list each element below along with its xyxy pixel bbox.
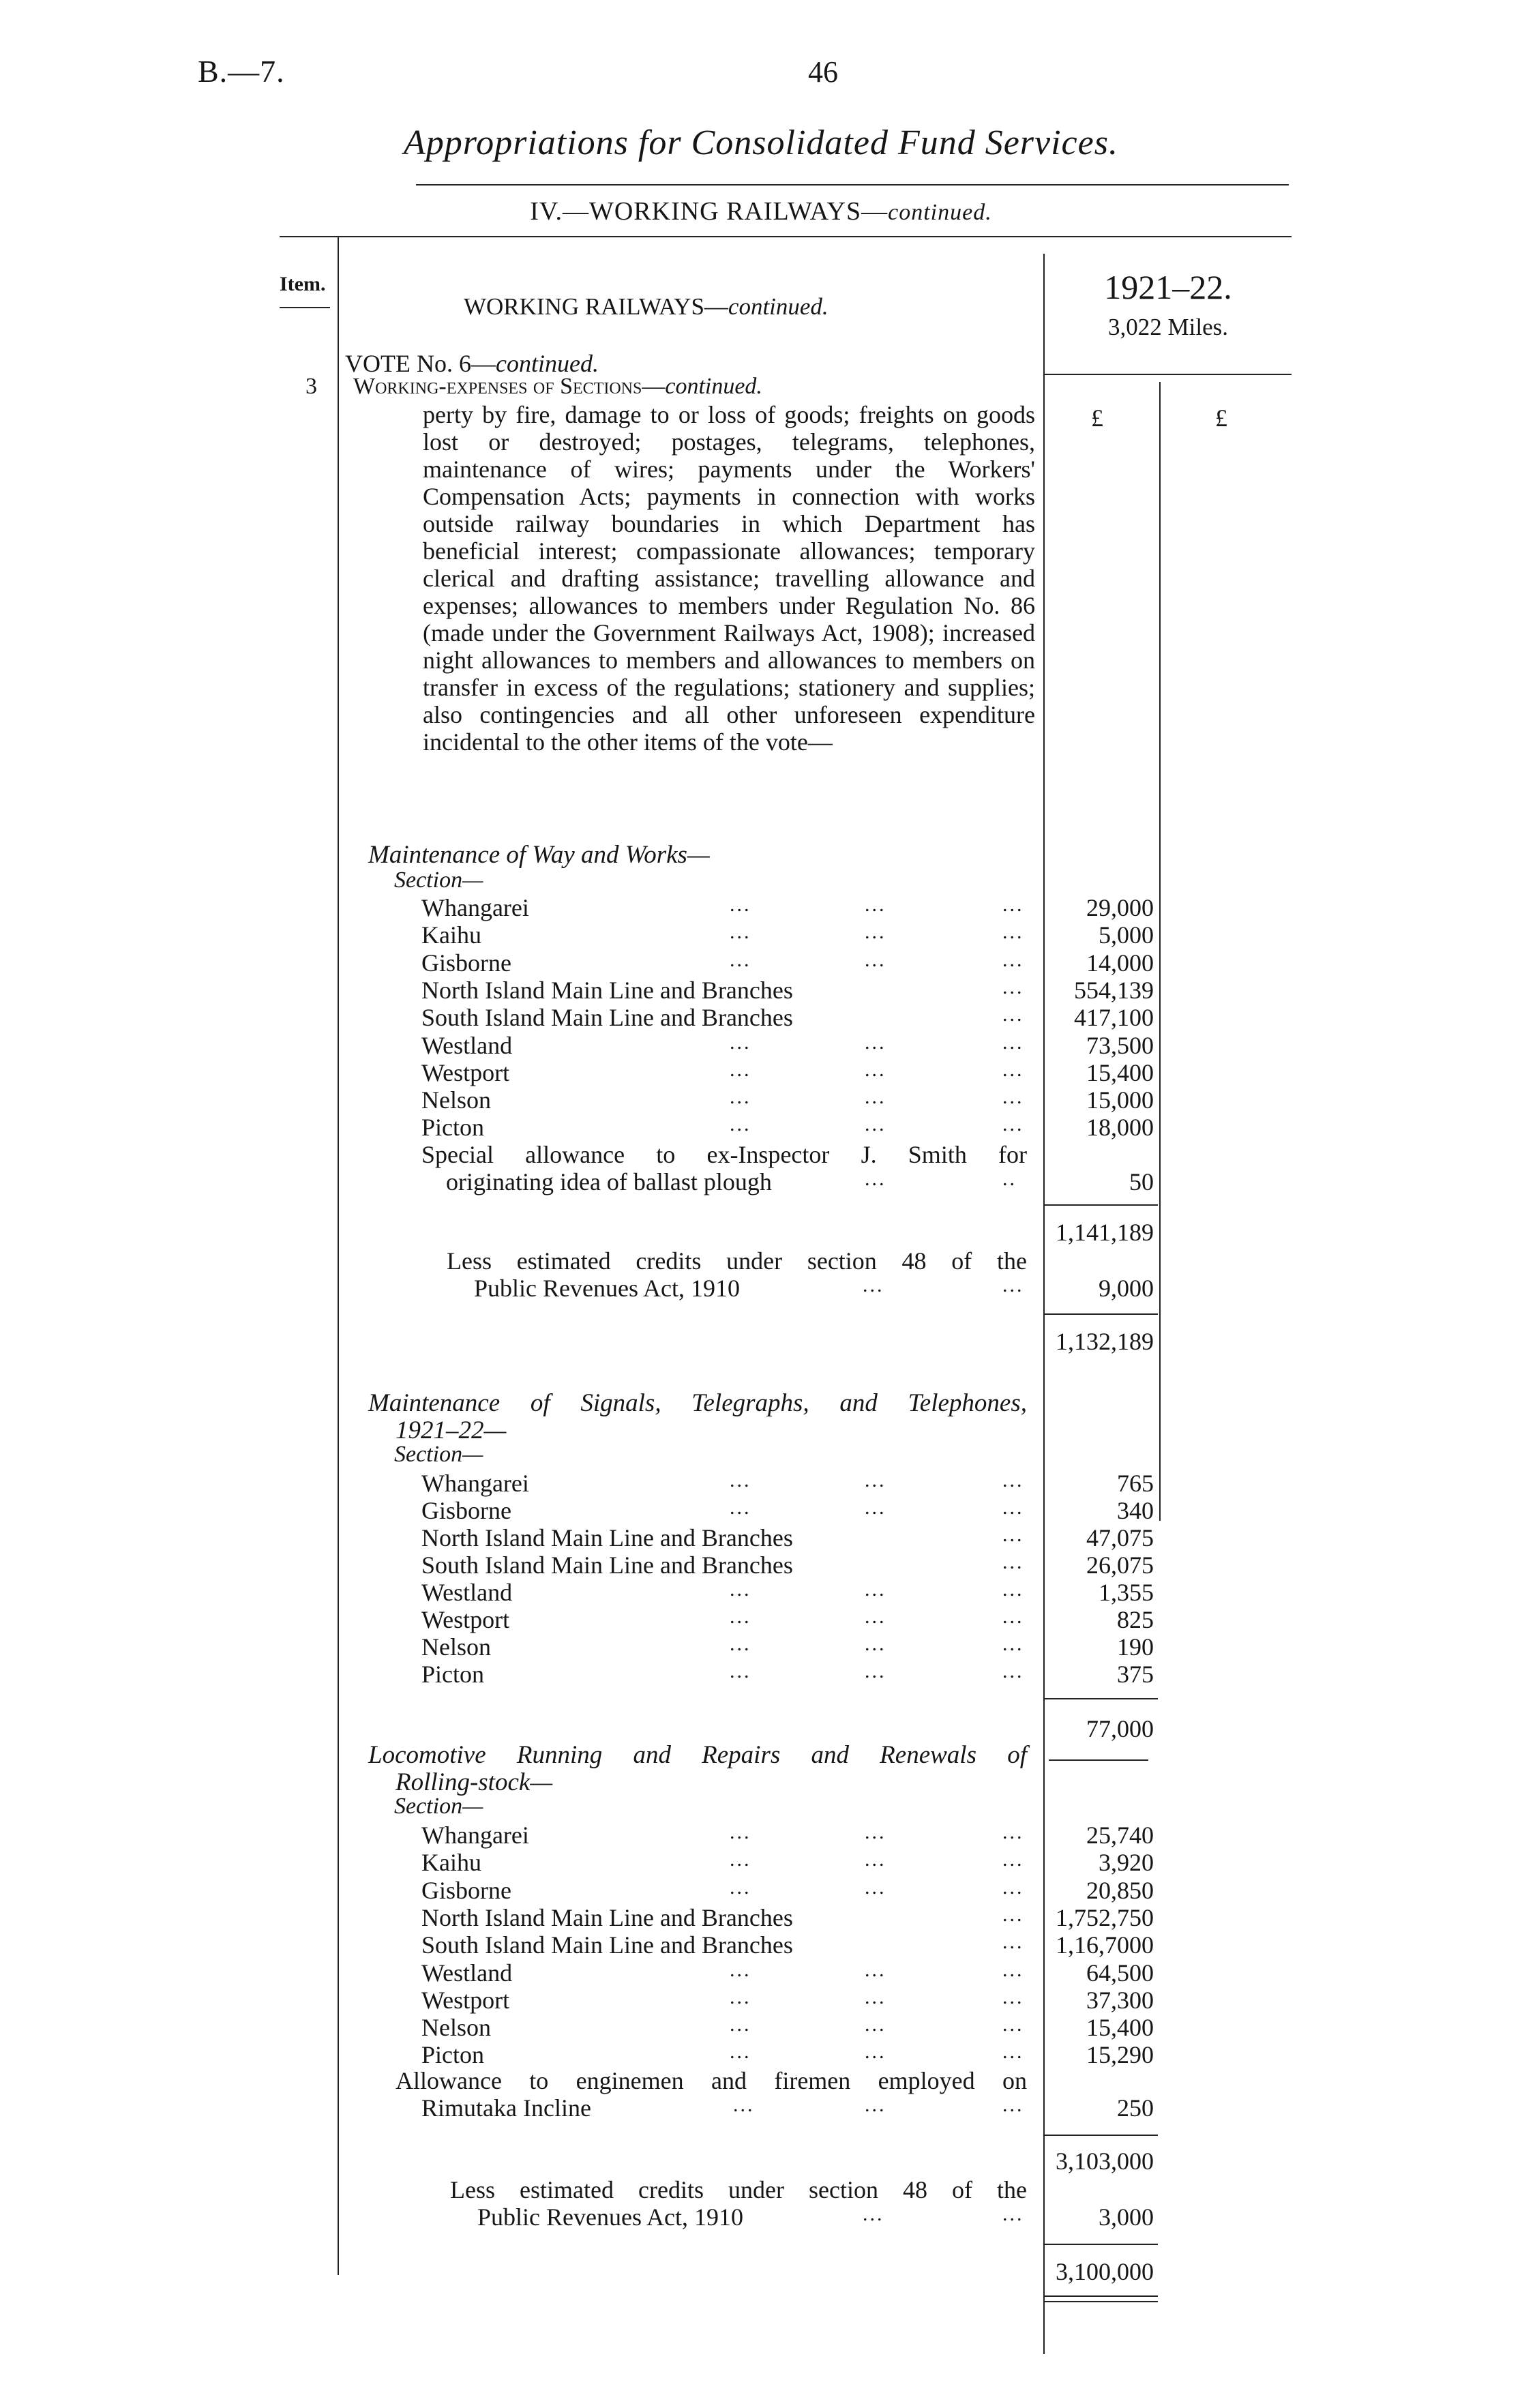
leader-dots: ... [730, 2040, 751, 2064]
section-row-name: North Island Main Line and Branches [421, 1524, 793, 1551]
leader-dots: ... [1002, 2013, 1024, 2036]
signals-total: 77,000 [1086, 1715, 1154, 1742]
way-less-credits-amount: 9,000 [1099, 1275, 1154, 1302]
leader-dots: ... [865, 1875, 886, 1899]
leader-dots: ... [1002, 1605, 1024, 1628]
page-reference: B.—7. [198, 54, 285, 89]
locomotive-subtotal-rule [1045, 2135, 1158, 2136]
page-number: 46 [808, 55, 838, 89]
leader-dots: ... [1002, 1058, 1024, 1081]
section-row-name: Nelson [421, 1086, 491, 1114]
section-row-name: South Island Main Line and Branches [421, 1931, 793, 1959]
section-row-name: Picton [421, 1661, 485, 1688]
subtitle-main: IV.—WORKING RAILWAYS— [530, 197, 889, 226]
leader-dots: ... [730, 1469, 751, 1491]
leader-dots: ... [730, 1578, 751, 1601]
maintenance-way-section-label: Section— [394, 867, 483, 893]
item-column-rule [338, 236, 339, 2275]
section-row-name: Gisborne [421, 1876, 511, 1904]
section-row-name: Whangarei [421, 894, 529, 921]
section-row-amount: 375 [1117, 1661, 1154, 1688]
leader-dots: ... [730, 1633, 751, 1655]
section-row-name: Westland [421, 1579, 513, 1606]
leader-dots: ... [865, 1496, 886, 1519]
final-double-rule [1045, 2301, 1158, 2302]
leader-dots: ... [1002, 2203, 1024, 2225]
section-row-name: Kaihu [421, 1849, 481, 1877]
section-row-name: Gisborne [421, 1497, 511, 1524]
section-row-amount: 15,400 [1086, 1058, 1154, 1086]
signals-total-rule [1045, 1698, 1158, 1699]
section-row-amount: 14,000 [1086, 949, 1154, 977]
section-row-name: Whangarei [421, 1470, 529, 1497]
loco-less-credits-amount: 3,000 [1099, 2203, 1154, 2231]
section-row-amount: 64,500 [1086, 1959, 1154, 1987]
section-row-amount: 47,075 [1086, 1524, 1154, 1551]
leader-dots: ... [1002, 1958, 1024, 1981]
section-row-amount: 340 [1117, 1497, 1154, 1524]
section-row-name: North Island Main Line and Branches [421, 976, 793, 1004]
locomotive-heading-line1: Locomotive Running and Repairs and Renewals of [368, 1741, 1027, 1769]
leader-dots: ... [1002, 1551, 1024, 1573]
vote-subhead-main: Working-expenses of Sections— [353, 374, 666, 399]
section-row-amount: 18,000 [1086, 1114, 1154, 1142]
locomotive-heading-line2: Rolling-stock— [396, 1768, 553, 1796]
leader-dots: ... [1002, 2040, 1024, 2064]
page-title: Appropriations for Consolidated Fund Services. [404, 123, 1118, 162]
leader-dots: ... [730, 1605, 751, 1628]
locomotive-total-rule [1045, 2244, 1158, 2245]
maintenance-way-subtotal: 1,141,189 [1056, 1219, 1154, 1246]
subtitle-continued: continued. [888, 200, 992, 225]
leader-dots: ... [865, 2040, 886, 2064]
leader-dots: ... [730, 948, 751, 971]
year-header-rule [1045, 374, 1292, 375]
maintenance-way-heading: Maintenance of Way and Works— [368, 841, 710, 869]
item-number: 3 [305, 374, 317, 399]
leader-dots: ... [865, 1469, 886, 1491]
table-top-rule [280, 236, 1292, 237]
miles-header: 3,022 Miles. [1108, 314, 1228, 340]
leader-dots: ... [1002, 921, 1024, 944]
leader-dots: ... [865, 1821, 886, 1843]
section-row-amount: 73,500 [1086, 1031, 1154, 1059]
leader-dots: ... [1002, 1821, 1024, 1843]
leader-dots: .. [1002, 1168, 1017, 1190]
special-allowance-amount: 50 [1129, 1168, 1154, 1195]
section-row-amount: 3,920 [1099, 1849, 1154, 1877]
vote-label-main: VOTE No. 6— [345, 350, 496, 377]
signals-underline-rule [1049, 1759, 1148, 1761]
leader-dots: ... [1002, 1496, 1024, 1519]
leader-dots: ... [1002, 2094, 1024, 2116]
leader-dots: ... [865, 1113, 886, 1136]
leader-dots: ... [865, 1058, 886, 1081]
total-rule [1045, 1313, 1158, 1315]
leader-dots: ... [1002, 1903, 1024, 1926]
vote-subhead [353, 374, 762, 400]
section-row-name: Picton [421, 2041, 485, 2069]
leader-dots: ... [730, 1086, 751, 1109]
section-row-amount: 15,000 [1086, 1086, 1154, 1114]
leader-dots: ... [730, 1958, 751, 1981]
allowance-line1: Allowance to enginemen and firemen employed on [396, 2067, 1027, 2094]
signals-heading-line1: Maintenance of Signals, Telegraphs, and Telephones, [368, 1389, 1027, 1417]
amount-column-rule [1043, 254, 1045, 2354]
leader-dots: ... [1002, 1003, 1024, 1026]
vote-label-continued: continued. [495, 350, 599, 377]
loco-less-credits-line2: Public Revenues Act, 1910 [477, 2203, 743, 2231]
vote-subhead-continued: continued. [665, 374, 762, 399]
section-row-amount: 765 [1117, 1470, 1154, 1497]
section-row-amount: 5,000 [1099, 921, 1154, 949]
section-row-amount: 37,300 [1086, 1986, 1154, 2014]
leader-dots: ... [1002, 1523, 1024, 1546]
leader-dots: ... [1002, 1985, 1024, 2008]
leader-dots: ... [1002, 1931, 1024, 1954]
way-less-credits-line2: Public Revenues Act, 1910 [474, 1275, 740, 1302]
leader-dots: ... [865, 1030, 886, 1054]
section-row-name: Westland [421, 1031, 513, 1059]
year-header: 1921–22. [1104, 268, 1232, 306]
leader-dots: ... [1002, 1030, 1024, 1054]
leader-dots: ... [865, 1633, 886, 1655]
leader-dots: ... [865, 1985, 886, 2008]
leader-dots: ... [863, 1274, 884, 1296]
section-row-amount: 1,16,7000 [1056, 1931, 1154, 1959]
signals-heading-line2: 1921–22— [396, 1416, 507, 1444]
leader-dots: ... [730, 1030, 751, 1054]
allowance-line2: Rimutaka Incline [421, 2094, 591, 2122]
leader-dots: ... [1002, 975, 1024, 998]
section-row-amount: 825 [1117, 1606, 1154, 1633]
section-row-amount: 1,355 [1099, 1579, 1154, 1606]
leader-dots: ... [865, 2094, 886, 2116]
leader-dots: ... [730, 1821, 751, 1843]
section-row-name: Nelson [421, 2014, 491, 2042]
loco-less-credits-line1: Less estimated credits under section 48 of the [450, 2176, 1027, 2203]
section-row-name: Picton [421, 1114, 485, 1142]
item-header-underline [280, 307, 330, 308]
section-row-amount: 190 [1117, 1633, 1154, 1661]
leader-dots: ... [730, 893, 751, 916]
leader-dots: ... [1002, 1875, 1024, 1899]
section-row-amount: 15,290 [1086, 2041, 1154, 2069]
section-row-name: South Island Main Line and Branches [421, 1551, 793, 1579]
section-row-name: South Island Main Line and Branches [421, 1004, 793, 1032]
section-row-amount: 20,850 [1086, 1876, 1154, 1904]
final-double-rule [1045, 2295, 1158, 2297]
section-row-amount: 554,139 [1074, 976, 1154, 1004]
leader-dots: ... [1002, 1848, 1024, 1871]
leader-dots: ... [730, 921, 751, 944]
leader-dots: ... [865, 893, 886, 916]
leader-dots: ... [730, 1113, 751, 1136]
leader-dots: ... [733, 2094, 755, 2116]
item-column-header: Item. [280, 273, 326, 295]
leader-dots: ... [1002, 948, 1024, 971]
currency-left: £ [1091, 404, 1103, 432]
leader-dots: ... [730, 1848, 751, 1871]
section-row-amount: 15,400 [1086, 2014, 1154, 2042]
leader-dots: ... [730, 2013, 751, 2036]
leader-dots: ... [1002, 1660, 1024, 1682]
leader-dots: ... [1002, 1578, 1024, 1601]
leader-dots: ... [730, 1660, 751, 1682]
section-heading-main: WORKING RAILWAYS— [464, 293, 728, 320]
leader-dots: ... [1002, 1633, 1024, 1655]
leader-dots: ... [865, 1168, 886, 1190]
section-subtitle [0, 196, 1522, 226]
section-row-amount: 1,752,750 [1056, 1903, 1154, 1931]
section-row-amount: 29,000 [1086, 894, 1154, 921]
section-row-name: Kaihu [421, 921, 481, 949]
locomotive-section-label: Section— [394, 1794, 483, 1819]
leader-dots: ... [865, 1578, 886, 1601]
locomotive-subtotal: 3,103,000 [1056, 2147, 1154, 2175]
leader-dots: ... [865, 1605, 886, 1628]
locomotive-total: 3,100,000 [1056, 2258, 1154, 2285]
vote-description: perty by fire, damage to or loss of goods; freights on goods lost or destroyed; postages, telegrams, telephones, maintenance of wires; payments under the Workers' Compensation Acts; payments in connection with works outside railway boundaries in which Department has beneficial interest; compassionate allowances; temporary clerical and drafting assistance; travelling allowance and expenses; allowances to members under Regulation No. 86 (made under the Government Railways Act, 1908); increased night allowances to members and allowances to members on transfer in excess of the regulations; stationery and supplies; also contingencies and all other unforeseen expenditure incidental to the other items of the vote— [423, 401, 1035, 756]
signals-section-label: Section— [394, 1442, 483, 1467]
leader-dots: ... [865, 1660, 886, 1682]
leader-dots: ... [730, 1875, 751, 1899]
section-row-name: Gisborne [421, 949, 511, 977]
leader-dots: ... [1002, 1113, 1024, 1136]
leader-dots: ... [865, 1086, 886, 1109]
leader-dots: ... [863, 2203, 884, 2225]
way-less-credits-line1: Less estimated credits under section 48 of the [447, 1247, 1027, 1275]
leader-dots: ... [1002, 1086, 1024, 1109]
maintenance-way-total: 1,132,189 [1056, 1328, 1154, 1355]
leader-dots: ... [1002, 1469, 1024, 1491]
leader-dots: ... [1002, 893, 1024, 916]
title-rule [416, 184, 1289, 185]
section-row-name: Westport [421, 1986, 510, 2014]
section-row-amount: 417,100 [1074, 1004, 1154, 1032]
section-row-name: North Island Main Line and Branches [421, 1903, 793, 1931]
section-row-name: Westport [421, 1606, 510, 1633]
leader-dots: ... [730, 1058, 751, 1081]
leader-dots: ... [865, 2013, 886, 2036]
currency-right: £ [1215, 404, 1227, 432]
section-row-name: Nelson [421, 1633, 491, 1661]
section-row-amount: 26,075 [1086, 1551, 1154, 1579]
leader-dots: ... [1002, 1274, 1024, 1296]
leader-dots: ... [730, 1496, 751, 1519]
leader-dots: ... [865, 948, 886, 971]
leader-dots: ... [865, 1958, 886, 1981]
section-row-name: Westland [421, 1959, 513, 1987]
leader-dots: ... [865, 1848, 886, 1871]
allowance-amount: 250 [1117, 2094, 1154, 2122]
subtotal-rule [1045, 1204, 1158, 1206]
section-row-name: Westport [421, 1058, 510, 1086]
section-heading [464, 293, 829, 321]
special-allowance-line2: originating idea of ballast plough [446, 1168, 772, 1195]
section-row-amount: 25,740 [1086, 1822, 1154, 1849]
special-allowance-line1: Special allowance to ex-Inspector J. Smith for [421, 1141, 1027, 1168]
leader-dots: ... [730, 1985, 751, 2008]
section-row-name: Whangarei [421, 1822, 529, 1849]
right-column-rule [1159, 382, 1161, 1521]
leader-dots: ... [865, 921, 886, 944]
section-heading-continued: continued. [728, 293, 829, 320]
